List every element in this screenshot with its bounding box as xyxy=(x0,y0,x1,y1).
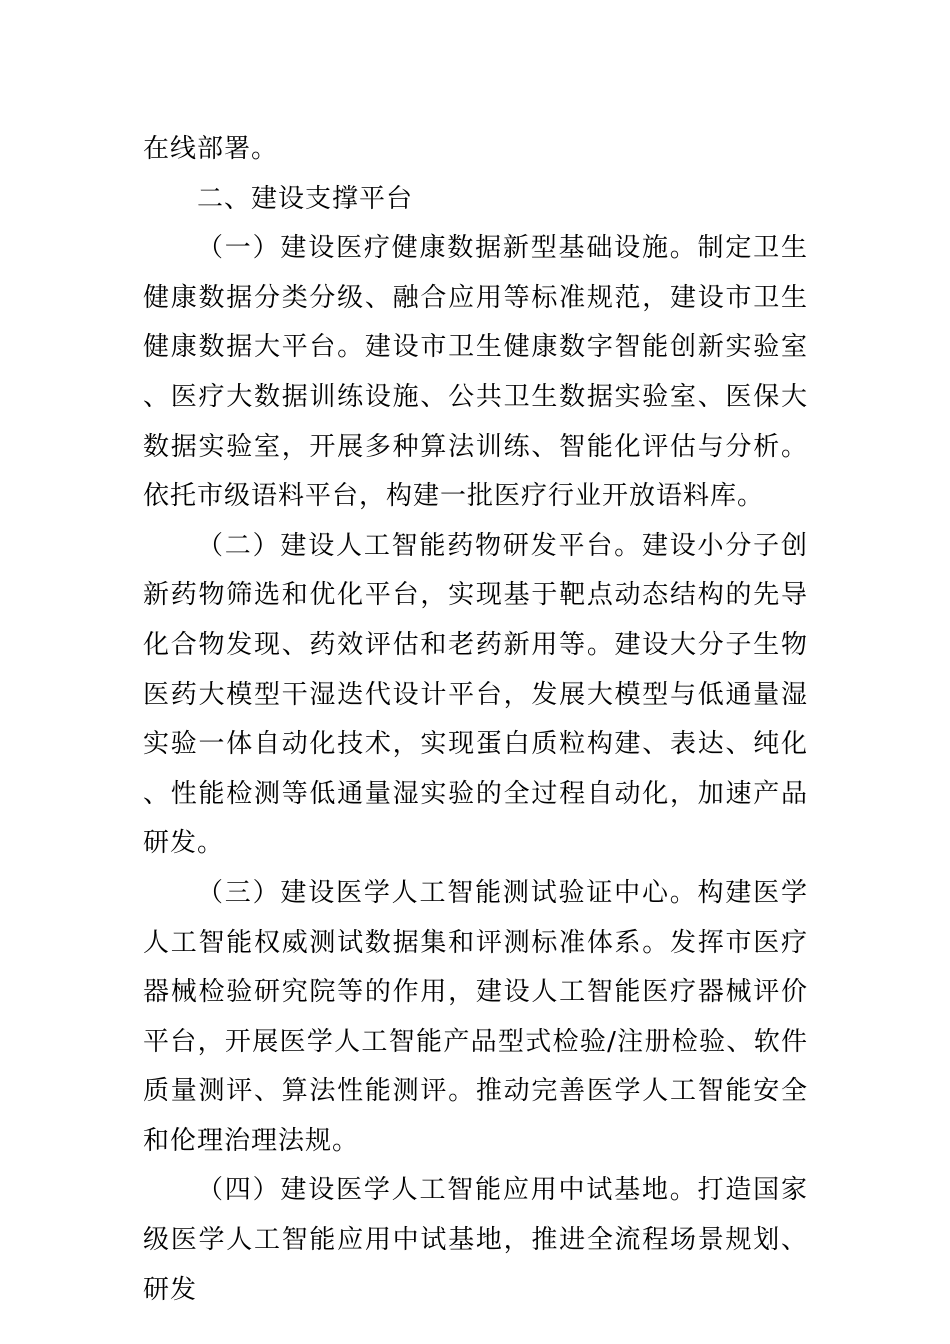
paragraph-continuation: 在线部署。 xyxy=(143,134,279,164)
document-body xyxy=(143,125,808,1315)
paragraph-4: （四）建设医学人工智能应用中试基地。打造国家级医学人工智能应用中试基地，推进全流程场景规划、研发 xyxy=(143,1175,808,1305)
paragraph-1: （一）建设医疗健康数据新型基础设施。制定卫生健康数据分类分级、融合应用等标准规范，建设市卫生健康数据大平台。建设市卫生健康数字智能创新实验室、医疗大数据训练设施、公共卫生数据实验室、医保大数据实验室，开展多种算法训练、智能化评估与分析。依托市级语料平台，构建一批医疗行业开放语料库。 xyxy=(143,233,808,512)
paragraph-2: （二）建设人工智能药物研发平台。建设小分子创新药物筛选和优化平台，实现基于靶点动态结构的先导化合物发现、药效评估和老药新用等。建设大分子生物医药大模型干湿迭代设计平台，发展大模型与低通量湿实验一体自动化技术，实现蛋白质粒构建、表达、纯化、性能检测等低通量湿实验的全过程自动化，加速产品研发。 xyxy=(143,530,808,859)
paragraph-3: （三）建设医学人工智能测试验证中心。构建医学人工智能权威测试数据集和评测标准体系。发挥市医疗器械检验研究院等的作用，建设人工智能医疗器械评价平台，开展医学人工智能产品型式检验/注册检验、软件质量测评、算法性能测评。推动完善医学人工智能安全和伦理治理法规。 xyxy=(143,877,808,1156)
section-heading: 二、建设支撑平台 xyxy=(197,183,414,214)
